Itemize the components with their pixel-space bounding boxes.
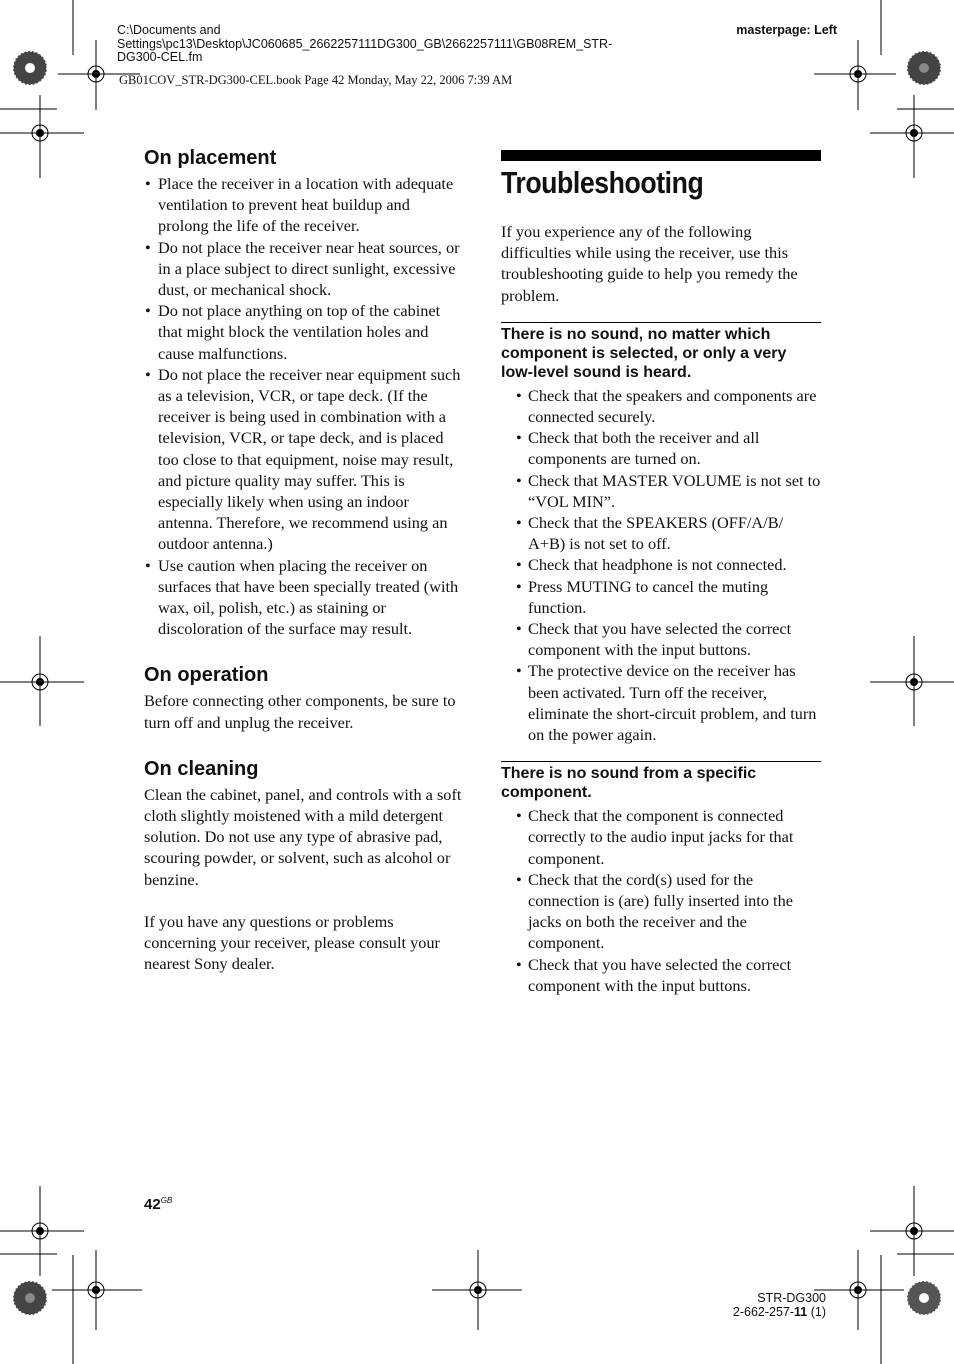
list-item: • Check that you have selected the correct component with the input buttons. [501, 618, 821, 660]
file-path-line-3: DG300-CEL.fm [117, 50, 203, 64]
masterpage-label: masterpage: Left [736, 23, 837, 37]
book-info: GB01COV_STR-DG300-CEL.book Page 42 Monday, May 22, 2006 7:39 AM [119, 73, 513, 87]
model-info [733, 1291, 826, 1319]
page-title: Troubleshooting [501, 165, 704, 200]
title-bar [501, 150, 821, 161]
dealer-text: If you have any questions or problems concerning your receiver, please consult your nearest Sony dealer. [144, 911, 440, 974]
left-column [144, 146, 464, 975]
cleaning-text: Clean the cabinet, panel, and controls with a soft cloth slightly moistened with a mild detergent solution. Do not use any type of abrasive pad, scouring powder, or solvent, such as alcohol or benzine. [144, 784, 462, 889]
problem-2-heading: There is no sound from a specific component. [501, 765, 757, 802]
list-item: • Do not place the receiver near equipment such as a television, VCR, or tape deck. (If the receiver is being used in combination with a television, VCR, or tape deck, and is placed too close to that equipment, noise may result, and picture quality may suffer. This is especially likely when using an indoor antenna. Therefore, we recommend using an outdoor antenna.) [144, 364, 464, 555]
file-path [117, 24, 677, 65]
model-name: STR-DG300 [757, 1291, 826, 1305]
page-number-suffix: GB [160, 1196, 173, 1205]
model-code [733, 1305, 826, 1319]
list-item: • Do not place the receiver near heat sources, or in a place subject to direct sunlight, excessive dust, or mechanical shock. [144, 237, 464, 301]
model-code-revision: 11 [794, 1305, 808, 1319]
model-code-suffix: (1) [807, 1305, 826, 1319]
list-item: • Press MUTING to cancel the muting function. [501, 576, 821, 618]
list-item: • The protective device on the receiver has been activated. Turn off the receiver, eliminate the short-circuit problem, and turn on the power again. [501, 660, 821, 745]
intro-text: If you experience any of the following difficulties while using the receiver, use this troubleshooting guide to help you remedy the problem. [501, 222, 798, 305]
list-item: • Do not place anything on top of the cabinet that might block the ventilation holes and cause malfunctions. [144, 300, 464, 364]
list-item: • Place the receiver in a location with adequate ventilation to prevent heat buildup and prolong the life of the receiver. [144, 173, 464, 237]
cleaning-heading: On cleaning [144, 757, 259, 780]
list-item: • Check that you have selected the correct component with the input buttons. [501, 954, 821, 996]
file-path-line-1: C:\Documents and [117, 23, 221, 37]
file-path-line-2: Settings\pc13\Desktop\JC060685_2662257111DG300_GB\2662257111\GB08REM_STR- [117, 36, 613, 51]
problem-1-heading: There is no sound, no matter which component is selected, or only a very low-level sound is heard. [501, 325, 787, 381]
problem-1-list [501, 385, 821, 745]
page-number [144, 1196, 172, 1213]
list-item: • Check that the SPEAKERS (OFF/A/B/ A+B) is not set to off. [501, 512, 821, 554]
list-item: • Check that headphone is not connected. [501, 554, 821, 575]
list-item: • Check that the speakers and components are connected securely. [501, 385, 821, 427]
right-column [501, 150, 821, 996]
list-item: • Check that the cord(s) used for the connection is (are) fully inserted into the jacks on both the receiver and the component. [501, 869, 821, 954]
problem-2-list [501, 805, 821, 996]
list-item: • Check that both the receiver and all components are turned on. [501, 427, 821, 469]
placement-list [144, 173, 464, 639]
page-number-value: 42 [144, 1196, 161, 1213]
list-item: • Check that MASTER VOLUME is not set to “VOL MIN”. [501, 470, 821, 512]
list-item: • Use caution when placing the receiver on surfaces that have been specially treated (with wax, oil, polish, etc.) as staining or discoloration of the surface may result. [144, 555, 464, 640]
list-item: • Check that the component is connected correctly to the audio input jacks for that component. [501, 805, 821, 869]
placement-heading: On placement [144, 147, 277, 169]
model-code-prefix: 2-662-257- [732, 1305, 795, 1319]
operation-text: Before connecting other components, be sure to turn off and unplug the receiver. [144, 691, 456, 732]
operation-heading: On operation [144, 664, 269, 687]
